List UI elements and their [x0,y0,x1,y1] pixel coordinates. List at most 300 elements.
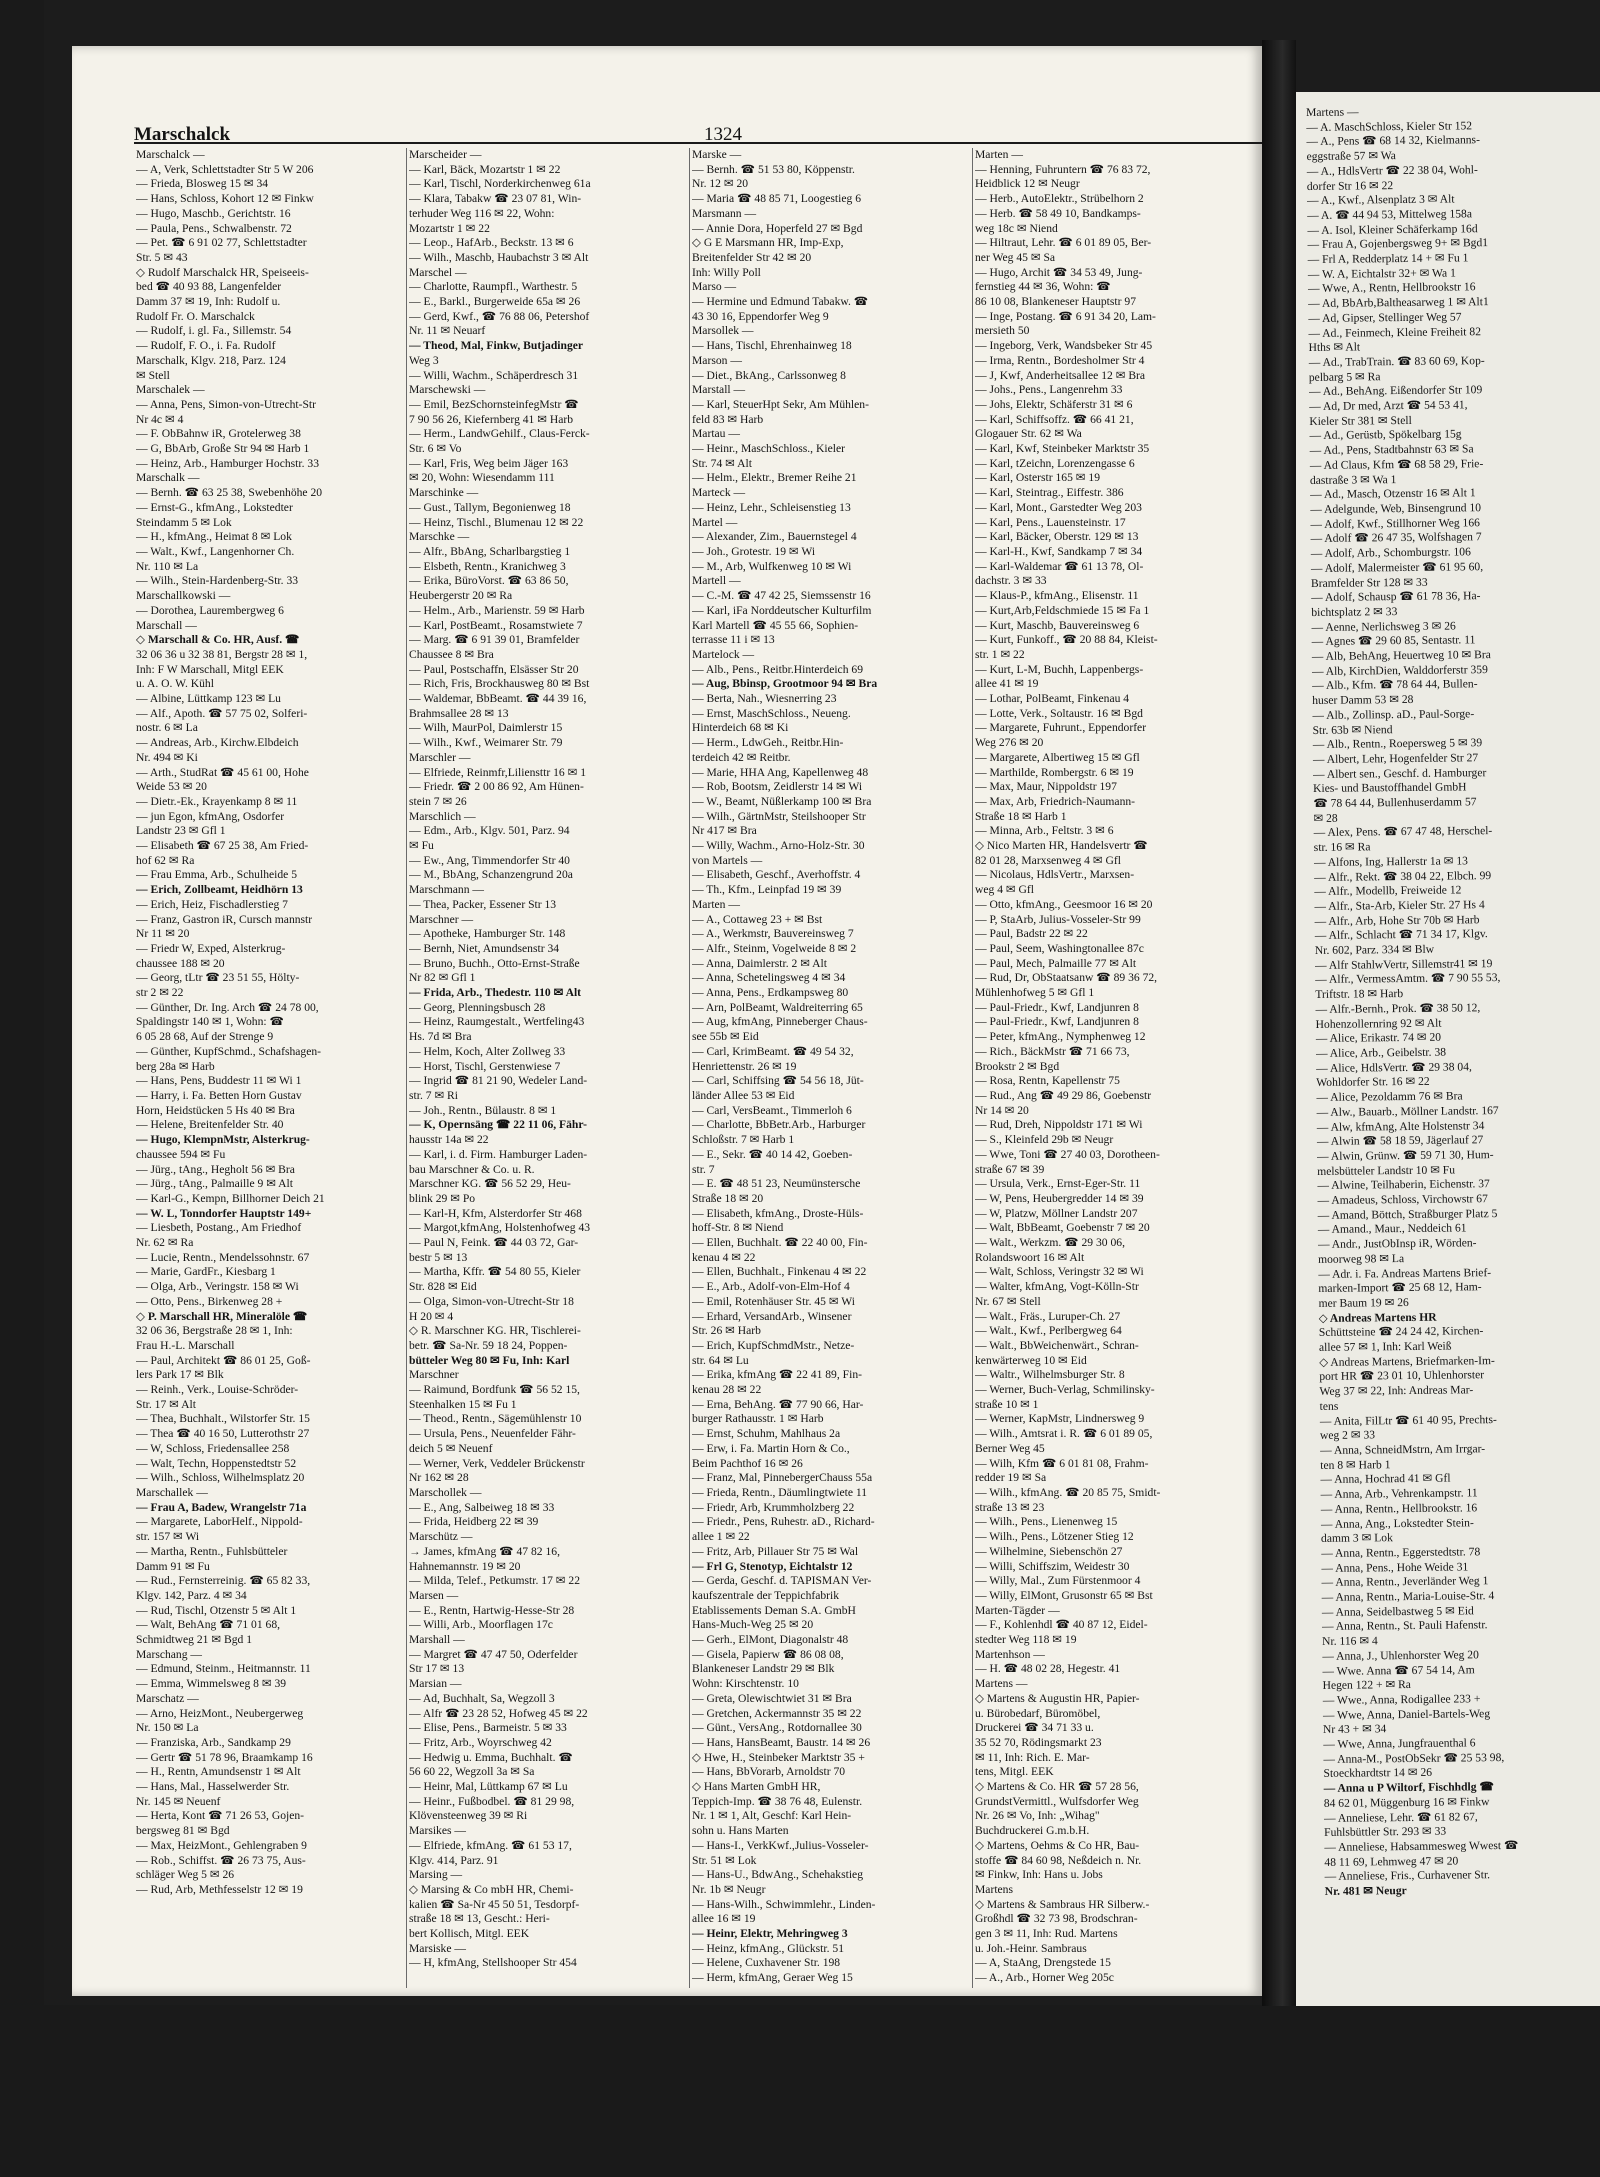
directory-entry: — Agnes ☎ 29 60 85, Sentastr. 11 [1311,633,1476,649]
directory-entry: — A., Werkmstr, Bauvereinsweg 7 [692,927,854,941]
directory-entry: — Rich, Fris, Brockhausweg 80 ✉ Bst [409,677,590,691]
directory-entry: straße 18 ✉ 13, Gescht.: Heri- [409,1912,550,1926]
column-1 [134,148,407,1988]
directory-entry: — A., HdlsVertr ☎ 22 38 04, Wohl- [1306,163,1478,178]
directory-entry: — Anna, Arb., Vehrenkampstr. 11 [1320,1486,1478,1502]
directory-entry: Marten — [692,897,740,911]
directory-entry: — Werner, Buch-Verlag, Schmilinsky- [975,1383,1155,1397]
directory-entry: Marten — [975,148,1023,161]
directory-entry: ✉ Stell [136,368,170,382]
directory-entry: — Fritz, Arb., Woyrschweg 42 [409,1735,552,1749]
directory-entry: Schmidtweg 21 ✉ Bgd 1 [136,1633,252,1647]
directory-entry: kenau 4 ✉ 22 [692,1250,756,1264]
directory-entry: GrundstVermittl., Wulfsdorfer Weg [975,1794,1139,1808]
directory-entry: — E., Rentn, Hartwig-Hesse-Str 28 [409,1603,575,1617]
directory-entry: — Thea ☎ 40 16 50, Lutterothstr 27 [136,1427,310,1441]
directory-entry: — Adr. i. Fa. Andreas Martens Brief- [1318,1265,1492,1281]
directory-entry: — Elfriede, Reinmfr,Liliensttr 16 ✉ 1 [409,765,586,779]
directory-entry: — Anna, Ang., Lokstedter Stein- [1320,1515,1474,1531]
directory-entry: Heubergerstr 20 ✉ Ra [409,589,513,603]
directory-entry: — Paul, Postschaffn, Elsässer Str 20 [409,662,579,676]
directory-entry: — Apotheke, Hamburger Str. 148 [409,927,566,941]
directory-entry: — A., Pens ☎ 68 14 32, Kielmanns- [1306,133,1480,149]
directory-entry: Marson — [692,353,742,367]
directory-entry: — Gerh., ElMont, Diagonalstr 48 [692,1633,849,1647]
directory-entry: — Gisela, Papierw ☎ 86 08 08, [692,1647,844,1661]
directory-entry: Marsiske — [409,1941,466,1955]
directory-entry: — Georg, Plenningsbusch 28 [409,1000,546,1014]
directory-entry: dorfer Str 16 ✉ 22 [1306,178,1394,193]
directory-entry: redder 19 ✉ Sa [975,1471,1047,1485]
directory-entry: — Frida, Heidberg 22 ✉ 39 [409,1515,539,1529]
directory-entry: — Heinr, Mal, Lüttkamp 67 ✉ Lu [409,1780,568,1794]
directory-entry: — Ernst, MaschSchloss., Neueng. [692,706,851,720]
directory-entry: — Hans-I., VerkKwf.,Julius-Vosseler- [692,1838,869,1852]
directory-entry: tens [1319,1399,1339,1413]
directory-entry: allee 57 ✉ 1, Inh: Karl Weiß [1318,1339,1452,1354]
directory-entry: Etablissements Deman S.A. GmbH [692,1603,856,1617]
directory-entry: — Willi, Schiffszim, Weidestr 30 [975,1559,1130,1573]
directory-entry: — Lucie, Rentn., Mendelssohnstr. 67 [136,1250,310,1264]
directory-entry: Heidblick 12 ✉ Neugr [975,177,1080,191]
directory-entry: ✉ 11, Inh: Rich. E. Mar- [975,1750,1090,1764]
directory-entry: ten 8 ✉ Harb 1 [1320,1457,1391,1472]
directory-entry: — Karl, Fris, Weg beim Jäger 163 [409,456,569,470]
directory-entry: — Frau A, Badew, Wrangelstr 71a [136,1500,307,1514]
directory-entry: 86 10 08, Blankeneser Hauptstr 97 [975,295,1136,309]
directory-entry: — G, BbArb, Große Str 94 ✉ Harb 1 [136,442,310,456]
directory-entry: — Carl, Schiffsing ☎ 54 56 18, Jüt- [692,1074,864,1088]
directory-entry: 82 01 28, Marxsenweg 4 ✉ Gfl [975,853,1121,867]
directory-entry: — Paul-Friedr., Kwf, Landjunren 8 [975,1000,1139,1014]
directory-entry: — Anneliese, Fris., Curhavener Str. [1324,1868,1491,1884]
directory-entry: Nr 11 ✉ 20 [136,927,190,941]
directory-entry: — Horst, Tischl, Gerstenwiese 7 [409,1059,561,1073]
directory-entry: str. 157 ✉ Wi [136,1530,200,1544]
directory-entry: allee 16 ✉ 19 [692,1912,756,1926]
directory-entry: — Marthilde, Rombergstr. 6 ✉ 19 [975,765,1134,779]
page-header [134,86,1274,144]
directory-entry: — W. A, Eichtalstr 32+ ✉ Wa 1 [1307,266,1456,281]
directory-entry: — Alice, Pezoldamm 76 ✉ Bra [1316,1089,1463,1105]
directory-entry: Mühlenhofweg 5 ✉ Gfl 1 [975,986,1095,1000]
directory-entry: — Rud, Dr, ObStaatsanw ☎ 89 36 72, [975,971,1158,985]
directory-entry: Beim Pachthof 16 ✉ 26 [692,1456,803,1470]
directory-entry: Marsmann — [692,206,757,220]
directory-entry: Marsing — [409,1868,463,1882]
directory-entry: — Frau A, Gojenbergsweg 9+ ✉ Bgd1 [1307,236,1489,252]
directory-entry: — Herta, Kont ☎ 71 26 53, Gojen- [136,1809,305,1823]
directory-entry: — Theod, Mal, Finkw, Butjadinger [409,339,584,353]
directory-entry: — Ad., Pens, Stadtbahnstr 63 ✉ Sa [1309,442,1474,458]
directory-entry: allee 1 ✉ 22 [692,1530,750,1544]
directory-entry: — Wwe. Anna ☎ 67 54 14, Am [1322,1662,1475,1678]
book-gutter [1262,40,1296,2006]
directory-entry: bert Kollisch, Mitgl. EEK [409,1927,530,1941]
directory-entry: — Wilh., Pens., Lötzener Stieg 12 [975,1530,1134,1544]
directory-entry: — Hans, Pens, Buddestr 11 ✉ Wi 1 [136,1074,302,1088]
directory-entry: — Adolf, Schausp ☎ 61 78 36, Ha- [1311,589,1481,605]
directory-entry: — Anna, Rentn., St. Pauli Hafenstr. [1321,1618,1488,1634]
directory-entry: — Friedr. ☎ 2 00 86 92, Am Hünen- [409,780,584,794]
directory-entry: — Ad., TrabTrain. ☎ 83 60 69, Kop- [1308,354,1485,369]
directory-entry: — Hugo, Archit ☎ 34 53 49, Jung- [975,265,1143,279]
directory-entry: — Elsbeth, Rentn., Kranichweg 3 [409,559,566,573]
directory-entry: — Alice, HdlsVertr. ☎ 29 38 04, [1316,1060,1472,1075]
directory-entry: — jun Egon, kfmAng, Osdorfer [136,809,285,823]
directory-entry: allee 41 ✉ 19 [975,677,1039,691]
directory-entry: — Jürg., tAng., Hegholt 56 ✉ Bra [136,1162,295,1176]
directory-entry: — Anneliese, Habsammesweg Wwest ☎ [1324,1838,1519,1854]
directory-entry: Nr 43 + ✉ 34 [1322,1722,1387,1737]
directory-entry: — Annie Dora, Hoperfeld 27 ✉ Bgd [692,221,863,235]
directory-entry: Nr. 26 ✉ Vo, Inh: „Wihag" [975,1809,1100,1823]
directory-entry: — Charlotte, BbBetr.Arb., Harburger [692,1118,866,1132]
directory-entry: Str. 63b ✉ Niend [1312,722,1393,737]
directory-entry: Marschner KG. ☎ 56 52 29, Heu- [409,1177,571,1191]
directory-entry: Kies- und Baustoffhandel GmbH [1313,780,1467,796]
directory-entry: — Amand., Maur., Neddeich 61 [1317,1221,1467,1237]
directory-entry: berg 28a ✉ Harb [136,1059,215,1073]
directory-entry: bergsweg 81 ✉ Bgd [136,1824,230,1838]
directory-entry: Druckerei ☎ 34 71 33 u. [975,1721,1094,1735]
directory-entry: — Alfr., Sta-Arb, Kieler Str. 27 Hs 4 [1314,898,1485,913]
directory-entry: — Wilhelmine, Siebenschön 27 [975,1544,1123,1558]
directory-entry: — Alex, Pens. ☎ 67 47 48, Herschel- [1313,824,1493,840]
directory-entry: — Alfr., Arb, Hohe Str 70b ✉ Harb [1314,912,1480,928]
directory-entry: Marschollek — [409,1485,482,1499]
directory-entry: — Willi, Wachm., Schäperdresch 31 [409,368,579,382]
directory-entry: weg 4 ✉ Gfl [975,883,1034,897]
directory-entry: Str. 17 ✉ Alt [136,1397,196,1411]
directory-entry: — Heinz, kfmAng., Glückstr. 51 [692,1941,844,1955]
directory-entry: — Erich, Zollbeamt, Heidhörn 13 [136,883,303,897]
directory-entry: — Rud., Ang ☎ 49 29 86, Goebenstr [975,1089,1152,1102]
directory-entry: Marschall — [136,618,197,632]
directory-entry: Marschner — [409,912,474,926]
directory-entry: — Max, Maur, Nippoldstr 197 [975,780,1117,794]
directory-entry: — Marie, GardFr., Kiesbarg 1 [136,1265,276,1279]
page-number: 1324 [704,124,742,145]
directory-entry: stoffe ☎ 84 60 98, Neßdeich n. Nr. [975,1853,1142,1867]
directory-entry: eggstraße 57 ✉ Wa [1306,149,1396,164]
directory-entry: — Frida, Arb., Thedestr. 110 ✉ Alt [409,986,582,1000]
directory-entry: — Alw, kfmAng, Alte Holstenstr 34 [1316,1118,1485,1134]
directory-entry: ◇ Marschall & Co. HR, Ausf. ☎ [136,633,300,647]
directory-entry: — Frieda, Blosweg 15 ✉ 34 [136,177,269,191]
directory-entry: Kieler Str 381 ✉ Stell [1309,413,1412,428]
directory-entry: — Erika, kfmAng ☎ 22 41 89, Fin- [692,1368,862,1382]
directory-entry: — Alwin, Grünw. ☎ 59 71 30, Hum- [1316,1148,1494,1163]
directory-entry: ◇ Martens, Oehms & Co HR, Bau- [975,1838,1140,1852]
directory-entry: — Anna, Pens., Hohe Weide 31 [1321,1559,1469,1575]
directory-entry: — Rudolf, F. O., i. Fa. Rudolf [136,339,276,353]
directory-entry: Martenhson — [975,1647,1045,1661]
directory-entry: — Margret ☎ 47 47 50, Oderfelder [409,1647,578,1661]
directory-entry: Chaussee 8 ✉ Bra [409,647,494,661]
directory-entry: — Wwe, A., Rentn, Hellbrookstr 16 [1307,280,1476,296]
directory-entry: — Wilh., Schloss, Wilhelmsplatz 20 [136,1471,305,1485]
directory-entry: — Herb., AutoElektr., Strübelhorn 2 [975,192,1144,206]
directory-entry: Martelock — [692,647,755,661]
directory-entry: straße 10 ✉ 1 [975,1397,1039,1411]
directory-entry: — Gerd, Kwf., ☎ 76 88 06, Petershof [409,309,590,323]
directory-entry: — E., Ang, Salbeiweg 18 ✉ 33 [409,1500,555,1514]
directory-entry: — Alice, Arb., Geibelstr. 38 [1315,1045,1447,1060]
directory-entry: Marschmann — [409,883,485,897]
directory-entry: Marteck — [692,486,746,500]
directory-entry: — S., Kleinfeld 29b ✉ Neugr [975,1133,1114,1147]
directory-entry: — J, Kwf, Anderheitsallee 12 ✉ Bra [975,368,1146,382]
directory-entry: gen 3 ✉ 11, Inh: Rud. Martens [975,1927,1118,1941]
column-3 [690,148,973,1988]
directory-entry: — Hans, BbVorarb, Arnoldstr 70 [692,1765,846,1779]
directory-entry: — P, StaArb, Julius-Vosseler-Str 99 [975,912,1141,926]
directory-entry: — Walt, BehAng ☎ 71 01 68, [136,1618,281,1632]
directory-entry: — Walt, Schloss, Veringstr 32 ✉ Wi [975,1265,1144,1279]
directory-entry: — Karl-Waldemar ☎ 61 13 78, Ol- [975,559,1144,573]
directory-entry: — Gust., Tallym, Begonienweg 18 [409,500,571,514]
directory-entry: weg 2 ✉ 33 [1319,1428,1376,1443]
directory-entry: — Amadeus, Schloss, Virchowstr 67 [1317,1192,1488,1207]
directory-entry: — Wwe., Anna, Rodigallee 233 + [1322,1692,1481,1707]
directory-entry: — Adolf, Kwf., Stillhorner Weg 166 [1310,515,1480,531]
directory-entry: Brookstr 2 ✉ Bgd [975,1059,1060,1073]
directory-entry: Marschalk — [136,471,200,485]
directory-entry: Martens [975,1882,1013,1896]
directory-entry: ◇ Martens & Sambraus HR Silberw.- [975,1897,1150,1911]
directory-entry: — Elise, Pens., Barmeistr. 5 ✉ 33 [409,1721,567,1735]
directory-entry: — Edm., Arb., Klgv. 501, Parz. 94 [409,824,570,838]
directory-entry: — Karl, Bäcker, Oberstr. 129 ✉ 13 [975,530,1139,544]
directory-entry: — Ad., Masch, Otzenstr 16 ✉ Alt 1 [1310,486,1476,502]
directory-entry: — Anna u P Wiltorf, Fischhdlg ☎ [1323,1780,1494,1796]
directory-entry: — Emil, BezSchornsteinfegMstr ☎ [409,397,579,411]
directory-entry: — Alw., Bauarb., Möllner Landstr. 167 [1316,1103,1499,1119]
directory-entry: Marschinke — [409,486,479,500]
directory-entry: — Irma, Rentn., Bordesholmer Str 4 [975,353,1145,367]
directory-entry: Nr. 62 ✉ Ra [136,1236,194,1250]
directory-entry: — Paul-Friedr., Kwf, Landjunren 8 [975,1015,1139,1029]
directory-entry: Nr. 494 ✉ Ki [136,750,198,764]
directory-entry: — Waldemar, BbBeamt. ☎ 44 39 16, [409,692,587,706]
directory-entry: Rolandswoort 16 ✉ Alt [975,1250,1085,1264]
directory-entry: — Marie, HHA Ang, Kapellenweg 48 [692,765,869,779]
directory-entry: stedter Weg 118 ✉ 19 [975,1633,1077,1647]
directory-entry: Berner Weg 45 [975,1441,1045,1455]
directory-entry: — C.-M. ☎ 47 42 25, Siemssenstr 16 [692,589,871,603]
directory-entry: Str. 51 ✉ Lok [692,1853,757,1867]
directory-entry: — Franziska, Arb., Sandkamp 29 [136,1735,291,1749]
directory-entry: blink 29 ✉ Po [409,1191,476,1205]
directory-entry: — Ellen, Buchhalt., Finkenau 4 ✉ 22 [692,1265,867,1279]
directory-entry: betr. ☎ Sa-Nr. 59 18 24, Poppen- [409,1338,568,1352]
directory-entry: — Anna, J., Uhlenhorster Weg 20 [1322,1648,1479,1663]
directory-entry: — Frieda, Rentn., Däumlingtwiete 11 [692,1485,868,1499]
directory-entry: — Helene, Cuxhavener Str. 198 [692,1956,841,1970]
directory-entry: — F. ObBahnw iR, Grotelerweg 38 [136,427,301,441]
directory-entry: — Max, Arb, Friedrich-Naumann- [975,794,1136,808]
directory-entry: — Margarete, Albertiweg 15 ✉ Gfl [975,750,1140,764]
directory-entry: — Rob, Bootsm, Zeidlerstr 14 ✉ Wi [692,780,863,794]
directory-entry: — Carl, VersBeamt., Timmerloh 6 [692,1103,852,1117]
directory-entry: — Wilh, MaurPol, Daimlerstr 15 [409,721,563,735]
directory-entry: Martell — [692,574,741,588]
directory-entry: ◇ Rudolf Marschalck HR, Speiseeis- [136,265,309,279]
directory-entry: terhuder Weg 116 ✉ 22, Wohn: [409,206,555,220]
directory-entry: — Otto, kfmAng., Geesmoor 16 ✉ 20 [975,897,1153,911]
directory-entry: — Reinh., Verk., Louise-Schröder- [136,1383,299,1397]
directory-entry: — Wilh., Maschb, Haubachstr 3 ✉ Alt [409,250,589,264]
directory-entry: — Amand, Böttch, Straßburger Platz 5 [1317,1206,1498,1222]
directory-entry: — Waltr., Wilhelmsburger Str. 8 [975,1368,1125,1382]
directory-entry: — A., Arb., Horner Weg 205c [975,1971,1114,1985]
directory-entry: Großhdl ☎ 32 73 98, Brodschran- [975,1912,1138,1926]
directory-entry: — Arn, PolBeamt, Waldreiterring 65 [692,1000,863,1014]
directory-entry: — F., Kohlenhdl ☎ 40 87 12, Eidel- [975,1618,1148,1632]
directory-entry: — H, kfmAng, Stellshooper Str 454 [409,1956,577,1970]
directory-entry: Klgv. 142, Parz. 4 ✉ 34 [136,1588,247,1602]
directory-entry: Str. 74 ✉ Alt [692,456,752,470]
directory-entry: — Willy, Wachm., Arno-Holz-Str. 30 [692,839,865,853]
directory-entry: Marstall — [692,383,746,397]
directory-entry: bichtsplatz 2 ✉ 33 [1311,604,1398,619]
directory-entry: bütteler Weg 80 ✉ Fu, Inh: Karl [409,1353,570,1367]
directory-entry: Nr 14 ✉ 20 [975,1103,1029,1117]
directory-entry: burger Rathausstr. 1 ✉ Harb [692,1412,824,1426]
directory-entry: — Rob., Schiffst. ☎ 26 73 75, Aus- [136,1853,306,1867]
directory-entry: — Anna, Pens, Simon-von-Utrecht-Str [136,397,317,411]
directory-entry: — Alb., Kfm. ☎ 78 64 44, Bullen- [1312,677,1478,693]
directory-entry: — Wilh., GärtnMstr, Steilshooper Str [692,809,866,823]
directory-entry: — Ernst, Schuhm, Mahlhaus 2a [692,1427,841,1441]
directory-entry: — Kurt, Funkoff., ☎ 20 88 84, Kleist- [975,633,1158,647]
directory-entry: Inh: F W Marschall, Mitgl EEK [136,662,284,676]
facing-page-column [1306,103,1600,1996]
directory-entry: 6 05 28 68, Auf der Strenge 9 [136,1030,274,1044]
directory-entry: — Otto, Pens., Birkenweg 28 + [136,1294,283,1308]
directory-entry: kaufszentrale der Teppichfabrik [692,1588,840,1602]
directory-entry: — W. L, Tonndorfer Hauptstr 149+ [136,1206,312,1220]
directory-entry: — Rud, Tischl, Otzenstr 5 ✉ Alt 1 [136,1603,297,1617]
directory-entry: — Frl A, Redderplatz 14 + ✉ Fu 1 [1307,251,1469,267]
directory-entry: Rudolf Fr. O. Marschalck [136,309,255,323]
directory-entry: — Ingrid ☎ 81 21 90, Wedeler Land- [409,1074,588,1088]
directory-entry: 43 30 16, Eppendorfer Weg 9 [692,309,829,323]
directory-entry: — Inge, Postang. ☎ 6 91 34 20, Lam- [975,309,1156,323]
directory-entry: Str 17 ✉ 13 [409,1662,465,1676]
directory-entry: 35 52 70, Rödingsmarkt 23 [975,1735,1102,1749]
directory-entry: chaussee 188 ✉ 20 [136,956,225,970]
directory-entry: — Wilh., kfmAng. ☎ 20 85 75, Smidt- [975,1485,1161,1499]
directory-entry: — Alice, Erikastr. 74 ✉ 20 [1315,1030,1442,1046]
directory-entry: — Walt, Techn, Hoppenstedtstr 52 [136,1456,297,1470]
directory-entry: — Hedwig u. Emma, Buchhalt. ☎ [409,1750,573,1764]
directory-entry: — Rud, Dreh, Nippoldstr 171 ✉ Wi [975,1118,1143,1132]
directory-entry: — Erich, Heiz, Fischadlerstieg 7 [136,897,288,911]
directory-entry: — Anita, FilLtr ☎ 61 40 95, Prechts- [1319,1412,1497,1428]
directory-entry: — Bruno, Buchh., Otto-Ernst-Straße [409,956,580,970]
directory-entry: — Johs, Elektr, Schäferstr 31 ✉ 6 [975,397,1133,411]
directory-entry: — Anna, SchneidMstrn, Am Irrgar- [1320,1442,1486,1457]
directory-entry: — H., Rentn, Amundsenstr 1 ✉ Alt [136,1765,301,1779]
directory-entry: — Wilh., Amtsrat i. R. ☎ 6 01 89 05, [975,1427,1153,1441]
directory-entry: — Paul, Badstr 22 ✉ 22 [975,927,1088,941]
directory-entry: str. 64 ✉ Lu [692,1353,749,1367]
directory-entry: Martel — [692,515,738,529]
directory-entry: — Hans, Tischl, Ehrenhainweg 18 [692,339,852,353]
directory-entry: — Johs., Pens., Langenrehm 33 [975,383,1123,397]
directory-entry: — Frl G, Stenotyp, Eichtalstr 12 [692,1559,853,1573]
directory-entry: — Erw, i. Fa. Martin Horn & Co., [692,1441,850,1455]
directory-entry: Str. 26 ✉ Harb [692,1324,761,1338]
directory-entry: — Karl, Bäck, Mozartstr 1 ✉ 22 [409,162,561,176]
directory-entry: — Alfons, Ing, Hallerstr 1a ✉ 13 [1313,854,1468,869]
directory-entry: — E., Barkl., Burgerweide 65a ✉ 26 [409,295,581,309]
directory-entry: straße 13 ✉ 23 [975,1500,1045,1514]
directory-entry: — Bernh, Niet, Amundsenstr 34 [409,941,560,955]
directory-entry: Hans-Much-Weg 25 ✉ 20 [692,1618,814,1632]
directory-entry: — Dorothea, Laurembergweg 6 [136,603,284,617]
directory-entry: — Walt., Kwf., Langenhorner Ch. [136,544,295,558]
directory-entry: Nr. 12 ✉ 20 [692,177,749,191]
directory-entry: — Peter, kfmAng., Nymphenweg 12 [975,1030,1146,1044]
directory-entry: — A, StaAng, Drengstede 15 [975,1956,1111,1970]
directory-entry: — Paul N, Feink. ☎ 44 03 72, Gar- [409,1236,579,1250]
directory-entry: — Erna, BehAng. ☎ 77 90 66, Har- [692,1397,864,1411]
directory-entry: — Franz, Gastron iR, Cursch mannstr [136,912,313,926]
directory-entry: Nr. 145 ✉ Neuenf [136,1794,221,1808]
directory-entry: — Alfr., VermessAmtm. ☎ 7 90 55 53, [1315,971,1501,987]
directory-entry: Nr. 116 ✉ 4 [1322,1634,1378,1649]
directory-entry: — Margot,kfmAng, Holstenhofweg 43 [409,1221,591,1235]
directory-entry: — Edmund, Steinm., Heitmannstr. 11 [136,1662,311,1676]
directory-entry: — Alb, KirchDien, Walddorferstr 359 [1311,662,1488,678]
directory-entry: — Ad, BbArb,Baltheasarweg 1 ✉ Alt1 [1308,295,1489,311]
directory-entry: Hinterdeich 68 ✉ Ki [692,721,789,735]
directory-entry: — Helm., Arb., Marienstr. 59 ✉ Harb [409,603,585,617]
directory-entry: feld 83 ✉ Harb [692,412,764,426]
directory-entry: Schüttsteine ☎ 24 24 42, Kirchen- [1318,1324,1484,1340]
directory-entry: dastraße 3 ✉ Wa 1 [1309,472,1397,487]
directory-entry: — Jürg., tAng., Palmaille 9 ✉ Alt [136,1177,293,1191]
directory-entry: 32 06 36, Bergstraße 28 ✉ 1, Inh: [136,1324,293,1338]
directory-entry: — Ad., Feinmech, Kleine Freiheit 82 [1308,324,1482,340]
directory-entry: Martens — [975,1677,1028,1691]
directory-entry: ◇ G E Marsmann HR, Imp-Exp, [692,236,844,250]
directory-entry: — Charlotte, Raumpfl., Warthestr. 5 [409,280,578,294]
directory-entry: Nr 82 ✉ Gfl 1 [409,971,476,985]
directory-entry: — Karl, Schiffsoffz. ☎ 66 41 21, [975,412,1134,426]
directory-entry: Schloßstr. 7 ✉ Harb 1 [692,1133,795,1147]
directory-entry: — Alb., Pens., Reitbr.Hinterdeich 69 [692,662,863,676]
directory-entry: ✉ 20, Wohn: Wiesendamm 111 [409,471,555,485]
directory-entry: Hegen 122 + ✉ Ra [1322,1678,1411,1693]
directory-entry: — Heinz, Raumgestalt., Wertfeling43 [409,1015,585,1029]
directory-entry: — Herm., LdwGeh., Reitbr.Hin- [692,736,844,750]
directory-entry: — Friedr, Arb, Krummholzberg 22 [692,1500,855,1514]
directory-entry: — Ursula, Verk., Ernst-Eger-Str. 11 [975,1177,1141,1191]
directory-entry: bau Marschner & Co. u. R. [409,1162,535,1176]
directory-entry: — Kurt, L-M, Buchh, Lappenbergs- [975,662,1144,676]
directory-entry: — Ad, Dr med, Arzt ☎ 54 53 41, [1309,398,1468,414]
directory-entry: — Gerda, Geschf. d. TAPISMAN Ver- [692,1574,872,1588]
directory-columns [134,148,1274,1988]
directory-entry: — A., Cottaweg 23 + ✉ Bst [692,912,823,926]
directory-entry: Marschel — [409,265,467,279]
directory-entry: Damm 91 ✉ Fu [136,1559,210,1573]
directory-entry: — Ad., BehAng. Eißendorfer Str 109 [1308,383,1483,399]
